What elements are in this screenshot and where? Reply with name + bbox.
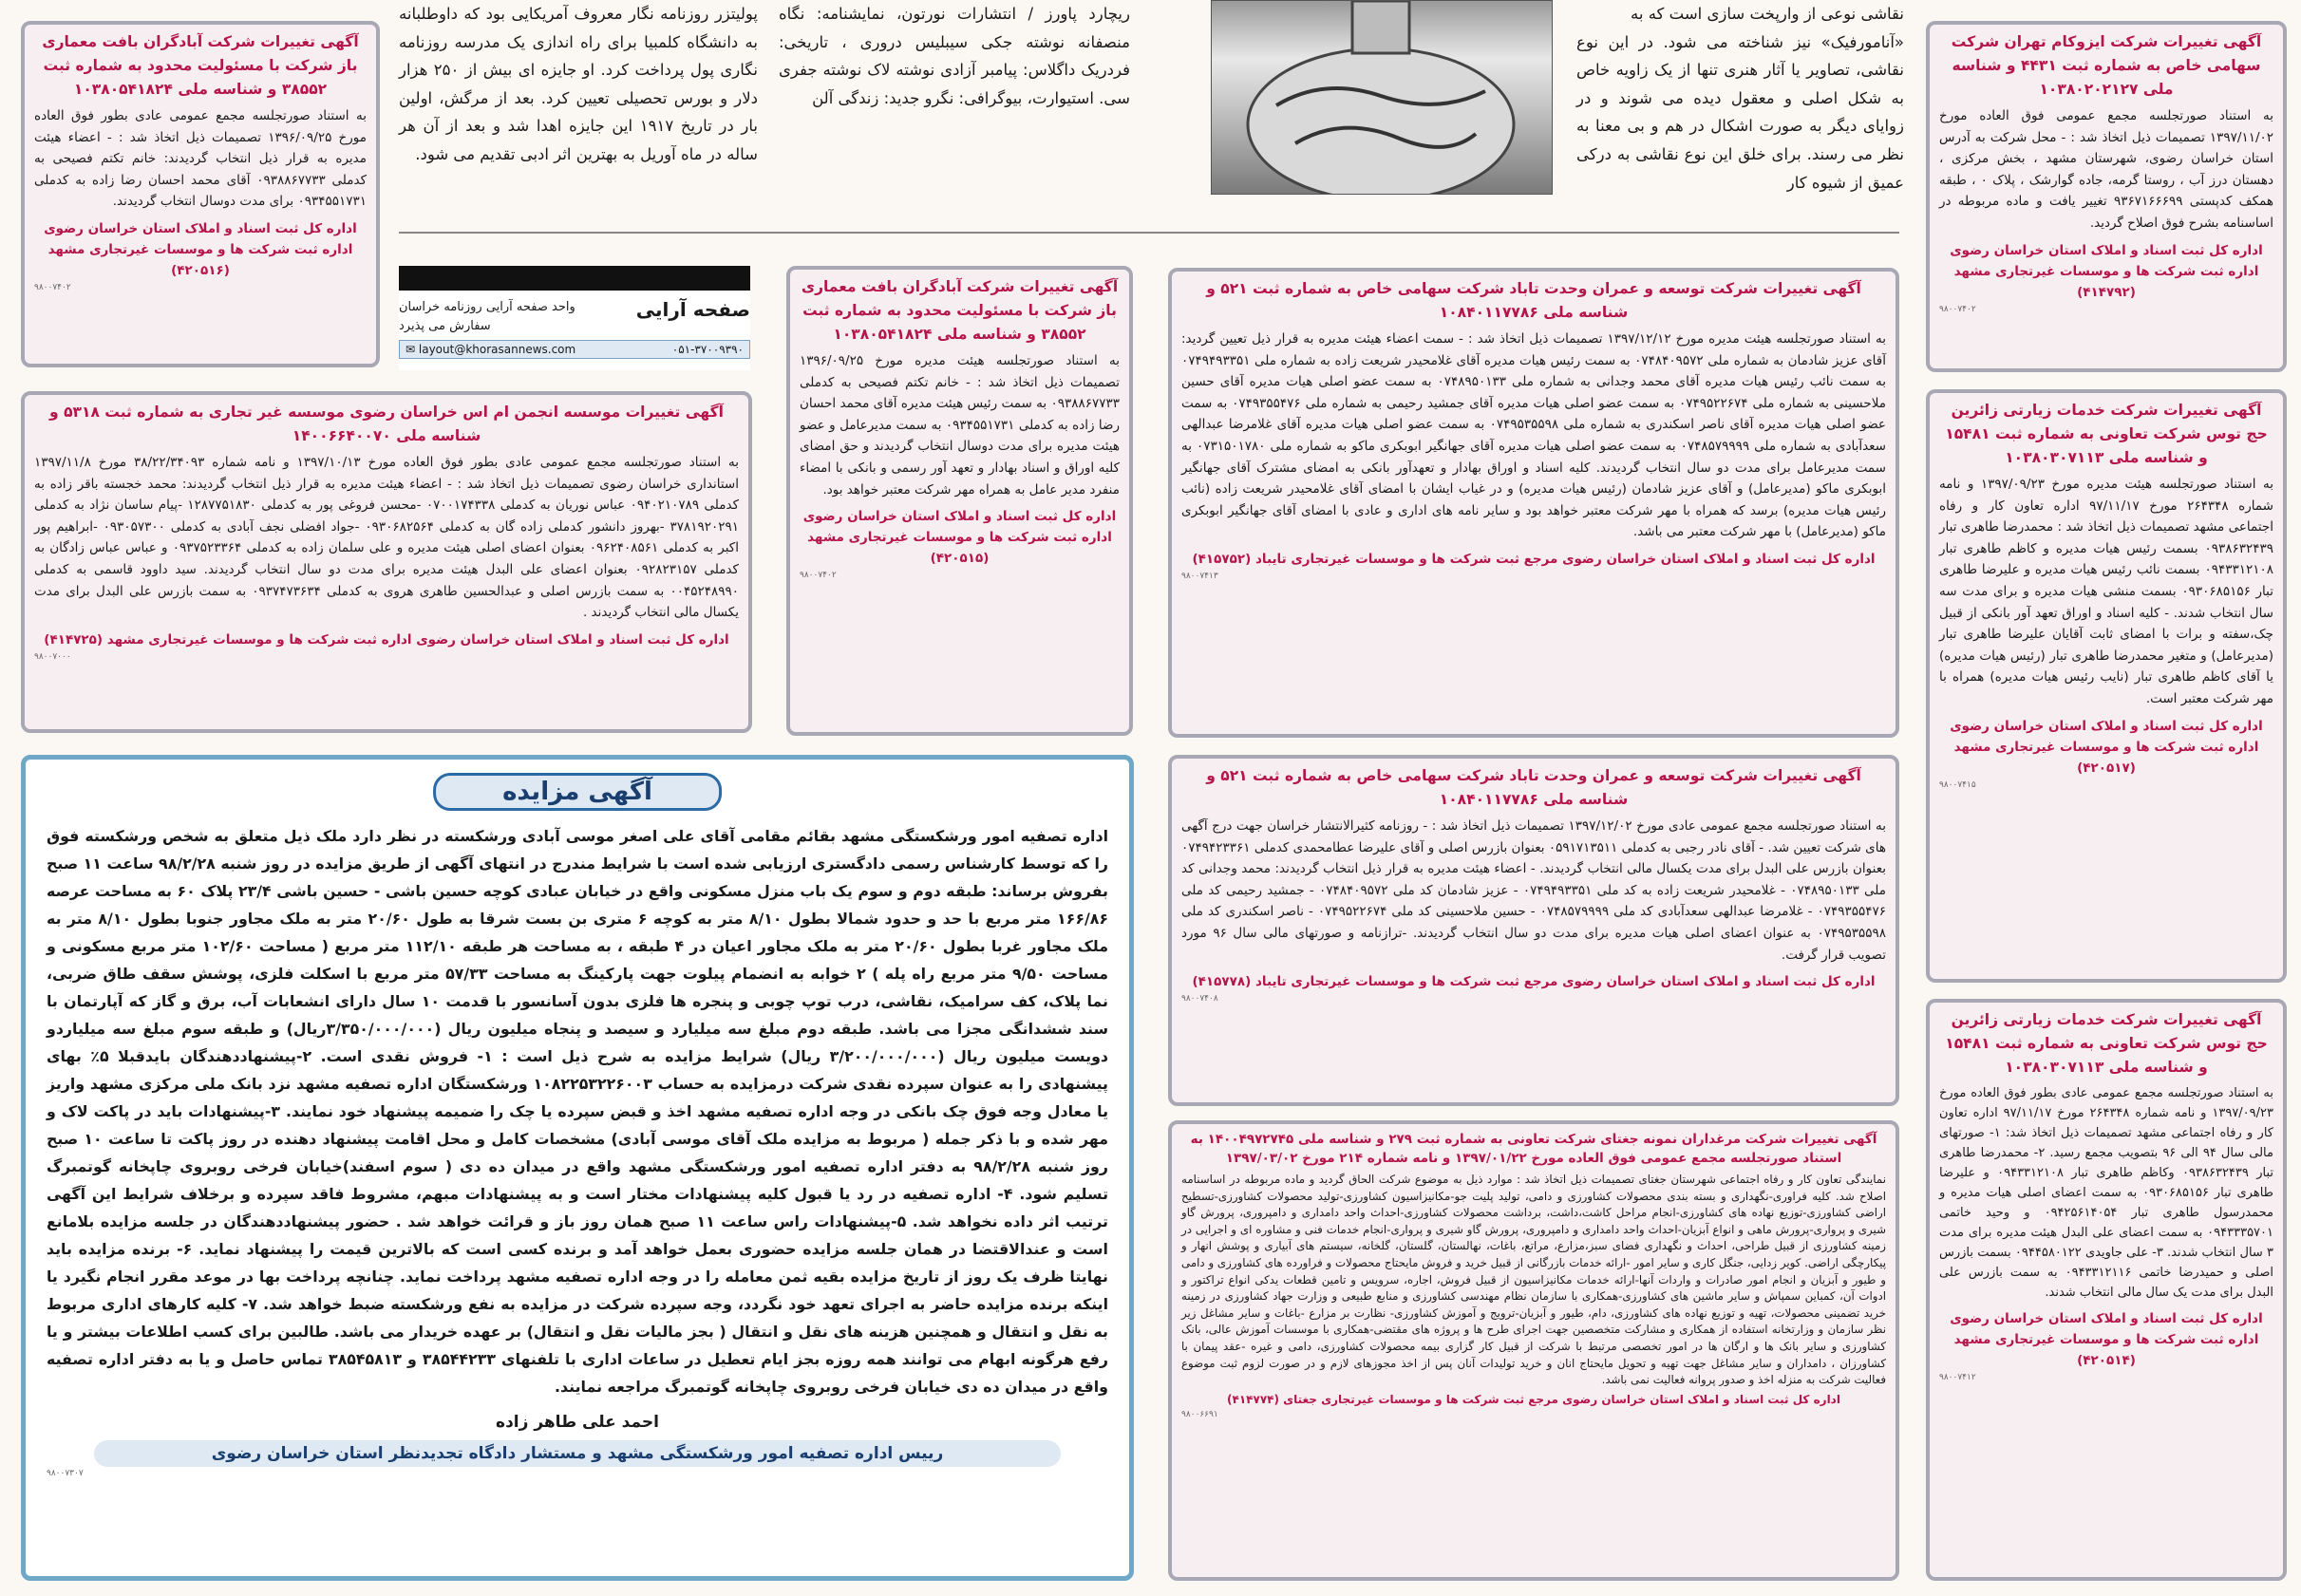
ad-abadgaran-2 <box>786 266 1133 736</box>
article-column-anamorphic <box>1576 0 1904 218</box>
article-photo <box>1211 0 1553 195</box>
auction-title: آگهی مزایده <box>433 773 722 811</box>
ad-title: آگهی تغییرات شرکت آبادگران بافت معماری باز شرکت با مسئولیت محدود به شماره ثبت ۳۸۵۵۲ و شناسه ملی ۱۰۳۸۰۵۴۱۸۲۴ <box>42 33 359 98</box>
ad-title: آگهی تغییرات شرکت خدمات زیارتی زائرین حج توس شرکت تعاونی به شماره ثبت ۱۵۴۸۱ و شناسه ملی ۱۰۳۸۰۳۰۷۱۱۳ <box>1945 1011 2268 1076</box>
mail-icon: ✉ <box>406 343 419 356</box>
auction-signer-name: احمد علی طاهر زاده <box>496 1413 659 1432</box>
ad-body: به استناد صورتجلسه مجمع عمومی عادی بطور فوق العاده مورخ ۱۳۹۷/۰۹/۲۳ و نامه شماره ۲۶۴۳۴۸ مورخ ۹۷/۱۱/۱۷ اداره تعاون کار و رفاه اجتماعی مشهد تصمیمات ذیل اتخاذ شد: ۱- صورتهای مالی سال ۹۴ الی ۹۶ بتصویب مجمع رسید. ۲- محمدرضا طاهری تبار ۰۹۳۸۶۳۲۴۳۹ وکاظم طاهری تبار ۰۹۴۳۳۱۲۱۰۸ و علیرضا طاهری تبار ۰۹۳۰۶۸۵۱۵۶ به سمت اعضای اصلی هیات مدیره و محمدرسول طاهری تبار ۰۹۴۲۵۶۱۴۰۵۴ و وحید خاتمی ۰۹۴۳۳۳۵۷۰۱ به سمت اعضای علی البدل هیئت مدیره برای مدت ۳ سال انتخاب شدند. ۳- علی جاویدی ۰۹۴۴۵۸۰۱۲۲ بسمت بازرس اصلی و حمیدرضا خاتمی ۰۹۴۳۳۱۲۱۱۶ به سمت بازرس علی البدل برای مدت یک سال مالی انتخاب شدند. <box>1939 1086 2274 1300</box>
ad-footer: اداره کل ثبت اسناد و املاک استان خراسان رضوی اداره ثبت شرکت ها و موسسات غیرتجاری مشهد (۴۲۰۵۱۷) <box>1950 718 2263 776</box>
layout-phone: ۰۵۱-۳۷۰۰۹۳۹۰ <box>671 343 744 356</box>
ad-body: به استناد صورتجلسه مجمع عمومی فوق العاده مورخ ۱۳۹۷/۱۱/۰۲ تصمیمات ذیل اتخاذ شد : - محل شرکت به آدرس استان خراسان رضوی، شهرستان مشهد ، بخش مرکزی ، دهستان درز آب ، روستا گرمه، جاده گوارشک ، پلاک ۰ ، طبقه همکف کدپستی ۹۳۶۷۱۶۶۶۹۹ تغییر یافت و ماده مربوطه در اساسنامه بشرح فوق اصلاح گردید. <box>1939 108 2274 231</box>
ad-footer: اداره کل ثبت اسناد و املاک استان خراسان رضوی اداره ثبت شرکت ها و موسسات غیرتجاری مشهد (۴۲۰۵۱۶) <box>44 220 357 278</box>
ad-code: ۹۸۰۰۷۴۰۲ <box>34 282 71 292</box>
layout-email[interactable]: layout@khorasannews.com <box>418 343 576 356</box>
layout-subtitle-2: سفارش می پذیرد <box>399 319 491 333</box>
auction-signer-role: رییس اداره تصفیه امور ورشکستگی مشهد و مستشار دادگاه تجدیدنظر استان خراسان رضوی <box>94 1440 1061 1467</box>
ad-footer: اداره کل ثبت اسناد و املاک استان خراسان رضوی مرجع ثبت شرکت ها و موسسات غیرتجاری تایباد (۴۱۵۷۷۸) <box>1192 974 1876 990</box>
ad-code: ۹۸۰۰۷۴۰۲ <box>800 571 837 581</box>
layout-header-bar <box>399 266 750 291</box>
ad-body: نمایندگی تعاون کار و رفاه اجتماعی شهرستان جغتای تصمیمات ذیل اتخاذ شد : موارد ذیل به موضوع شرکت الحاق گردید و ماده مربوطه در اساسنامه اصلاح شد. کلیه فراوری-نگهداری و بسته بندی محصولات کشاورزی و دامی، تولید پلیت جو-مکانیزاسیون کشاورزی-تولید محصولات کشاورزی-تسطیح اراضی کشاورزی-توزیع نهاده های کشاورزی-انجام مراحل کاشت،داشت، برداشت محصولات کشاورزی-احداث واحد دامداری و دامپروری، پرورش گاو شیری و پرواری-پرورش ماهی و انواع آبزیان-احداث واحد دامداری و دامپروری، پرورش گاو شیری و پرواری-انجام خدمات فنی و مشاوره ای و اجرایی در زمینه کشاورزی از قبیل طراحی، احداث و نگهداری فضای سبز،مزارع، مراتع، باغات، نهالستان، گلستان، گلخانه، سیستم های آبیاری و پوشش انهار و پیکارچگی اراضی. کویر زدایی، جنگل کاری و سایر امور -ارائه خدمات بازرگانی از قبیل خرید و فروش مایحتاج محصولات و فراورده های کشاورزی و دامی و طیور و آبزیان و انجام امور صادرات و واردات آنها-ارائه خدمات مکانیزاسیون از قبیل فروش، اجاره، سرویس و تامین قطعات یدکی انواع تراکتور و ادوات آن، کمباین سمپاش و سایر ماشین های کشاورزی-همکاری با سازمان نظام مهندسی کشاورزی و منابع طبیعی و وزارت جهاد کشاورزی در زمینه خرید تضمینی محصولات، تهیه و توزیع نهاده های کشاورزی، دام، طیور و آبزیان-ترویج و آموزش کشاورزی- نظارت بر مزارع -باغات و سایر مشاغل زیر نظر سازمان و وزارتخانه استفاده از همکاری و مشارکت متخصصین جهت اجرای طرح ها و پروژه های مقتضی-همکاری با موسسات آموزش عالی، بانک کشاورزی و سایر بانک ها و ارگان ها در امور تخصصی مرتبط با شرکت از قبیل کار گزاری بیمه محصولات کشاورزی، دامی و غیره -عقد پیمان با کشاورزان ، دامداران و سایر مشاغل جهت تهیه و تحویل مایحتاج انان و خرید تولیدات آنان پس از اخذ مجوزهای لازم و در صورت لزوم ثبت موضوع فعالیت شرکت به منزله اخذ و صدور پروانه فعالیت نمی باشد. <box>1181 1173 1886 1387</box>
ad-footer: اداره کل ثبت اسناد و املاک استان خراسان رضوی اداره ثبت شرکت ها و موسسات غیرتجاری مشهد (۴۱۴۷۲۵) <box>44 631 729 648</box>
ad-body: به استناد صورتجلسه مجمع عمومی عادی بطور فوق العاده مورخ ۱۳۹۷/۱۰/۱۳ و نامه شماره ۳۸/۲۲/۳۴۰۹۳ مورخ ۱۳۹۷/۱۱/۸ استانداری خراسان رضوی تصمیمات ذیل اتخاذ شد : - اعضاء هیئت مدیره به قرار ذیل انتخاب گردیدند: محمد خجسته باقر زاده به کدملی ۰۹۴۰۲۱۰۷۸۹ عباس نوریان به کدملی ۰۷۰۰۱۷۴۳۳۸ -محسن فروغی پور به کدملی ۱۲۸۷۷۵۱۸۳۰ -پیام ساسان نژاد به کدملی ۳۷۸۱۹۲۰۲۹۱ -بهروز دانشور کدملی زاده گان به کدملی ۰۹۳۰۶۸۲۵۶۴ -جواد افضلی نجف آبادی به کدملی ۰۹۳۰۵۷۳۰۰ -ابراهیم پور اکبر به کدملی ۰۹۶۲۴۰۸۵۶۱ بعنوان اعضای اصلی هیئت مدیره و علی سلمان زاده به کدملی ۰۹۳۷۵۲۳۳۶۴ و عباس عباس زادگان به کدملی ۰۹۲۸۲۳۱۵۷ بعنوان اعضای علی البدل هیئت مدیره برای مدت دو سال انتخاب گردیدند. سید داوود قاسمی به کدملی ۰۰۴۵۲۴۸۹۹۰ به سمت بازرس اصلی و عبدالحسین طاهری هروی به کدملی ۰۹۳۷۴۷۳۶۳۴ به سمت بازرس علی البدل برای مدت یکسال مالی انتخاب گردیدند . <box>34 455 739 621</box>
ad-hajj-tous-2 <box>1926 999 2287 1581</box>
ad-body: به استناد صورتجلسه هیئت مدیره مورخ ۱۳۹۷/۱۲/۱۲ تصمیمات ذیل اتخاذ شد : - سمت اعضاء هیئت مدیره به قرار ذیل تعیین گردید: آقای عزیز شادمان به شماره ملی ۰۷۴۸۴۰۹۵۷۲ به سمت رئیس هیات مدیره آقای غلامحیدر شریعت زاده به شماره ملی ۰۷۴۹۴۹۳۳۵۱ به سمت نائب رئیس هیات مدیره آقای محمد وجدانی به شماره ملی ۰۷۴۸۹۵۰۱۳۳ به سمت عضو اصلی هیات مدیره آقای حسین ملاحسینی به شماره ملی ۰۷۴۹۵۲۲۶۷۴ به سمت عضو اصلی هیات مدیره آقای جمشید رحیمی به شماره ملی ۰۷۴۹۳۵۵۴۷۶ به سمت عضو اصلی هیات مدیره آقای ناصر اسکندری به شماره ملی ۰۷۴۹۵۳۵۵۹۸ به سمت عضو اصلی هیات مدیره آقای غلامرضا عبدالهی سعدآبادی به شماره ملی ۰۷۴۸۵۷۹۹۹۹ به سمت عضو اصلی هیات مدیره آقای جهانگیر ابوبکری ماکو به شماره ملی ۰۷۳۱۵۰۱۷۸۰ به سمت مدیرعامل برای مدت دو سال انتخاب گردیدند. کلیه اسناد و اوراق بهادار و تعهدآور بانکی به امضای مشترک آقای جهانگیر ابوبکری ماکو (مدیرعامل) و آقای عزیز شادمان (رئیس هیات مدیره) و در غیاب ایشان با امضای آقای غلامحیدر شریعت زاده (نائب رئیس هیات مدیره) برسد که همراه با مهر شرکت معتبر خواهد بود و سایر نامه های اداری و عادی با امضای آقای جهانگیر ابوبکری ماکو (مدیرعامل) با مهر شرکت معتبر می باشد. <box>1181 331 1887 540</box>
ad-code: ۹۸۰۰۷۴۱۵ <box>1939 779 1976 790</box>
vase-illustration <box>1211 1 1552 195</box>
ad-title: آگهی تغییرات موسسه انجمن ام اس خراسان رضوی موسسه غیر تجاری به شماره ثبت ۵۳۱۸ و شناسه ملی ۱۴۰۰۶۶۴۰۰۷۰ <box>49 404 724 444</box>
ad-footer: اداره کل ثبت اسناد و املاک استان خراسان رضوی اداره ثبت شرکت ها و موسسات غیرتجاری مشهد (۴۲۰۵۱۵) <box>802 509 1117 567</box>
ad-joghatai-poultry <box>1168 1120 1899 1581</box>
ad-ms-society <box>21 391 752 733</box>
ad-title: آگهی تغییرات شرکت توسعه و عمران وحدت تاباد شرکت سهامی خاص به شماره ثبت ۵۲۱ و شناسه ملی ۱۰۸۴۰۱۱۷۷۸۶ <box>1206 280 1861 321</box>
layout-service-box <box>399 266 750 370</box>
auction-header <box>47 773 1108 815</box>
ad-code: ۹۸۰۰۷۴۱۲ <box>1939 1373 1976 1382</box>
ad-abadgaran-1 <box>21 21 380 367</box>
ad-title: آگهی تغییرات شرکت توسعه و عمران وحدت تاباد شرکت سهامی خاص به شماره ثبت ۵۲۱ و شناسه ملی ۱۰۸۴۰۱۱۷۷۸۶ <box>1206 767 1861 808</box>
ad-hajj-tous-1 <box>1926 389 2287 983</box>
ad-body: به استناد صورتجلسه هیئت مدیره مورخ ۱۳۹۷/۰۹/۲۳ و نامه شماره ۲۶۴۳۴۸ مورخ ۹۷/۱۱/۱۷ اداره تعاون کار و رفاه اجتماعی مشهد تصمیمات ذیل اتخاذ شد : محمدرضا طاهری تبار ۰۹۳۸۶۳۲۴۳۹ بسمت رئیس هیات مدیره و کاظم طاهری تبار ۰۹۴۳۳۱۲۱۰۸ بسمت نائب رئیس هیات مدیره و علیرضا طاهری تبار ۰۹۳۰۶۸۵۱۵۶ بسمت منشی هیات مدیره و برای مدت سه سال انتخاب شدند. - کلیه اسناد و اوراق تعهد آور بانکی از قبیل چک،سفته و برات با امضای ثابت آقایان علیرضا طاهری تبار (مدیرعامل) و متغیر محمدرضا طاهری تبار (رئیس هیات مدیره) یا آقای کاظم طاهری تبار (نایب رئیس هیات مدیره) همراه با مهر شرکت معتبر است. <box>1939 477 2273 706</box>
article-text: پولیتزر روزنامه نگار معروف آمریکایی بود که داوطلبانه به دانشگاه کلمبیا برای راه اندازی یک مدرسه روزنامه نگاری پول پرداخت کرد. او جایزه ای بیش از ۲۵۰ هزار دلار و بورس تحصیلی تعیین کرد. بعد از مرگش، اولین بار در تاریخ ۱۹۱۷ این جایزه اهدا شد و بعد از آن هر ساله در ماه آوریل به بهترین اثر ادبی تقدیم می شود. <box>399 5 758 163</box>
ad-footer: اداره کل ثبت اسناد و املاک استان خراسان رضوی مرجع ثبت شرکت ها و موسسات غیرتجاری جغتای (۴۱۴۷۷۴) <box>1227 1392 1840 1406</box>
ad-title: آگهی تغییرات شرکت خدمات زیارتی زائرین حج توس شرکت تعاونی به شماره ثبت ۱۵۴۸۱ و شناسه ملی ۱۰۳۸۰۳۰۷۱۱۳ <box>1945 402 2268 466</box>
article-text: ریچارد پاورز / انتشارات نورتون، نمایشنامه: نگاه منصفانه نوشته جکی سیبلیس دروری ، تاریخی: فردریک داگلاس: پیامبر آزادی نوشته لاک نوشته جفری سی. استیوارت، بیوگرافی: نگرو جدید: زندگی آلن <box>779 5 1130 107</box>
ad-footer: اداره کل ثبت اسناد و املاک استان خراسان رضوی اداره ثبت شرکت ها و موسسات غیرتجاری مشهد (۴۲۰۵۱۴) <box>1950 1311 2263 1368</box>
ad-vahdat-taybad-1 <box>1168 268 1899 738</box>
article-text: «آنامورفیک» نیز شناخته می شود. در این نوع نقاشی، تصاویر یا آثار هنری تنها از یک زاویه خاص به شکل اصلی و معقول دیده می شوند و در زوایای دیگر به صورت اشکال در هم و بی معنا به نظر می رسند. برای خلق این نوع نقاشی به درکی عمیق از شیوه کار <box>1576 32 1904 192</box>
ad-vahdat-taybad-2 <box>1168 755 1899 1106</box>
ad-body: به استناد صورتجلسه هیئت مدیره مورخ ۱۳۹۶/۰۹/۲۵ تصمیمات ذیل اتخاذ شد : - خانم تکتم فصیحی به کدملی ۰۹۳۸۸۶۷۷۳۳ به سمت رئیس هیئت مدیره آقای محمد احسان رضا زاده به کدملی ۰۹۳۴۵۵۱۷۳۱ به سمت مدیرعامل و عضو هیئت مدیره برای مدت دوسال انتخاب گردیدند و حق امضای کلیه اوراق و اسناد بهادار و تعهد آور رسمی و بانکی با امضاء منفرد مدیر عامل به همراه مهر شرکت معتبر خواهد بود. <box>800 353 1121 498</box>
article-text-top: نقاشی نوعی از وارپخت سازی است که به <box>1631 5 1904 23</box>
auction-body: اداره تصفیه امور ورشکستگی مشهد بقائم مقامی آقای علی اصغر موسی آبادی ورشکسته در نظر دارد ملک ذیل متعلق به شخص ورشکسته فوق را که توسط کارشناس رسمی دادگستری ارزیابی شده است با شرایط مندرج در انتهای آگهی از طریق مزایده در روز شنبه ۹۸/۲/۲۸ ساعت ۱۱ صبح بفروش برساند: طبقه دوم و سوم یک باب منزل مسکونی واقع در خیابان عبادی کوچه حسین باشی - حسین باشی ۲۳/۴ پلاک ۶۰ به مساحت عرصه ۱۶۶/۸۶ متر مربع با حد و حدود شمالا بطول ۸/۱۰ متر به کوچه ۶ متری بن بست شرقا به طول ۲۰/۶۰ متر به ملک مجاور جنوبا بطول ۸/۱۰ متر به ملک مجاور غربا بطول ۲۰/۶۰ متر به ملک مجاور اعیان در ۴ طبقه ، به مساحت هر طبقه ۱۱۲/۱۰ متر مربع ( مساحت ۱۰۲/۶۰ متر مربع مسکونی و مساحت ۹/۵۰ متر مربع راه پله ) ۲ خوابه به انضمام پیلوت جهت پارکینگ به مساحت ۵۷/۳۳ متر مربع با اسکلت فلزی، پوشش سقف طاق ضربی، نما پلاک، کف سرامیک، نقاشی، درب توپ چوبی و پنجره ها فلزی بدون آسانسور با قدمت ۱۰ سال دارای انشعابات آب، برق و گاز که آپارتمان با سند ششدانگی مجزا می باشد. طبقه دوم مبلغ سه میلیارد و سیصد و پنجاه میلیون ریال (۳/۳۵۰/۰۰۰/۰۰۰ریال) و طبقه سوم مبلغ سه میلیاردو دویست میلیون ریال (۳/۲۰۰/۰۰۰/۰۰۰ ریال) شرایط مزایده به شرح ذیل است : ۱- فروش نقدی است. ۲-پیشنهاددهندگان بایدقبلا ۵٪ بهای پیشنهادی را به عنوان سپرده نقدی شرکت درمزایده به حساب ۱۰۸۲۲۵۳۲۲۶۰۰۳ ورشکستگان اداره تصفیه مشهد نزد بانک ملی مرکزی مشهد واریز یا معادل وجه فوق چک بانکی در وجه اداره تصفیه مشهد اخذ و قبض سپرده یا چک را ضمیمه پیشنهاد خود نمایند. ۳-پیشنهادات باید در پاکت لاک و مهر شده و با ذکر جمله ( مربوط به مزایده ملک آقای موسی آبادی) مشخصات کامل و محل اقامت پیشنهاد دهنده در روز پاکت تا ساعت ۱۰ صبح روز شنبه ۹۸/۲/۲۸ به دفتر اداره تصفیه امور ورشکستگی مشهد واقع در میدان ده دی ( سوم اسفند)خیابان فرخی روبروی چاپخانه گوتمبرگ تسلیم شود. ۴- اداره تصفیه در رد یا قبول کلیه پیشنهادات مختار است و به پیشنهادات مبهم، مشروط فاقد سپرده و برخلاف شرایط این آگهی ترتیب اثر داده نخواهد شد. ۵-پیشنهادات راس ساعت ۱۱ صبح همان روز باز و قرائت خواهد شد . حضور پیشنهاددهندگان در جلسه مزایده بلامانع است و عندالاقتضا در همان جلسه مزایده حضوری بعمل خواهد آمد و برنده کسی است که بالاترین قیمت را پیشنهاد نماید. ۶- برنده مزایده باید نهایتا ظرف یک روز از تاریخ مزایده بقیه ثمن معامله را در وجه اداره تصفیه مشهد پرداخت نماید. چنانچه پرداخت بها در موعد مقرر انجام نگیرد یا اینکه برنده مزایده حاضر به اجرای تعهد خود نگردد، وجه سپرده شرکت در مزایده به نفع ورشکسته ضبط خواهد شد. ۷- کلیه کارهای اداری مربوط به نقل و انتقال و همچنین هزینه های نقل و انتقال ( بجز مالیات نقل و انتقال) بر عهده خریدار می باشد. طالبین برای کسب اطلاعات بیشتر و یا رفع هرگونه ابهام می توانند همه روزه بجز ایام تعطیل در ساعات اداری با تلفنهای ۳۸۵۴۴۲۳۳ و ۳۸۵۴۵۸۱۳ تماس حاصل و یا به دفتر اداره تصفیه واقع در میدان ده دی خیابان فرخی روبروی چاپخانه گوتمبرگ مراجعه نمایند. <box>47 827 1109 1396</box>
ad-code: ۹۸۰۰۷۰۰۰ <box>34 651 71 662</box>
layout-contact-bar <box>399 340 750 359</box>
ad-code: ۹۸۰۰۷۴۰۲ <box>1939 304 1976 314</box>
ad-isocam <box>1926 21 2287 372</box>
ad-title: آگهی تغییرات شرکت مرغداران نمونه جغتای شرکت تعاونی به شماره ثبت ۲۷۹ و شناسه ملی ۱۴۰۰۴۹۷۲۷۴۵ به استناد صورتجلسه مجمع عمومی فوق العاده مورخ ۱۳۹۷/۰۱/۲۲ و نامه شماره ۲۱۴ مورخ ۱۳۹۷/۰۳/۰۲ <box>1190 1132 1877 1166</box>
ad-body: به استناد صورتجلسه مجمع عمومی عادی بطور فوق العاده مورخ ۱۳۹۶/۰۹/۲۵ تصمیمات ذیل اتخاذ شد : - اعضاء هیئت مدیره به قرار ذیل انتخاب گردیدند: خانم تکتم فصیحی به کدملی ۰۹۳۸۸۶۷۷۳۳ آقای محمد احسان رضا زاده به کدملی ۰۹۳۴۵۵۱۷۳۱ برای مدت دوسال انتخاب گردیدند. <box>34 108 367 210</box>
ad-title: آگهی تغییرات شرکت آبادگران بافت معماری باز شرکت با مسئولیت محدود به شماره ثبت ۳۸۵۵۲ و شناسه ملی ۱۰۳۸۰۵۴۱۸۲۴ <box>801 278 1119 343</box>
ad-title: آگهی تغییرات شرکت ایزوکام تهران شرکت سهامی خاص به شماره ثبت ۴۴۳۱ و شناسه ملی ۱۰۳۸۰۲۰۲۱۲۷ <box>1951 33 2262 98</box>
auction-code: ۹۸۰۰۷۳۰۷ <box>47 1469 84 1478</box>
article-column-pulitzer <box>399 0 758 209</box>
auction-notice <box>21 755 1134 1581</box>
ad-code: ۹۸۰۰۷۴۱۳ <box>1181 571 1218 581</box>
ad-code: ۹۸۰۰۶۶۹۱ <box>1181 1409 1218 1419</box>
layout-title: صفحه آرایی <box>635 298 750 321</box>
layout-subtitle: واحد صفحه آرایی روزنامه خراسان <box>399 300 575 314</box>
ad-code: ۹۸۰۰۷۴۰۸ <box>1181 994 1218 1005</box>
article-column-awards <box>779 0 1130 209</box>
ad-footer: اداره کل ثبت اسناد و املاک استان خراسان رضوی مرجع ثبت شرکت ها و موسسات غیرتجاری تایباد (۴۱۵۷۵۲) <box>1192 551 1876 567</box>
separator-line <box>399 232 1899 234</box>
ad-footer: اداره کل ثبت اسناد و املاک استان خراسان رضوی اداره ثبت شرکت ها و موسسات غیرتجاری مشهد (۴۱۴۷۹۲) <box>1950 242 2263 300</box>
ad-body: به استناد صورتجلسه مجمع عمومی عادی مورخ ۱۳۹۷/۱۲/۰۲ تصمیمات ذیل اتخاذ شد : - روزنامه کثیرالانتشار خراسان جهت درج آگهی های شرکت تعیین شد. - آقای نادر رجبی به کدملی ۰۵۹۱۷۱۳۵۱۱ بعنوان بازرس اصلی و آقای علیرضا عطامحمدی کدملی ۰۷۴۹۴۲۳۳۶۱ بعنوان بازرس علی البدل برای مدت یکسال مالی انتخاب گردیدند. - اعضاء هیئت مدیره به قرار ذیل انتخاب گردیدند: محمد وجدانی کد ملی ۰۷۴۸۹۵۰۱۳۳ - غلامحیدر شریعت زاده به کد ملی ۰۷۴۹۴۹۳۳۵۱ - عزیز شادمان کد ملی ۰۷۴۸۴۰۹۵۷۲ - جمشید رحیمی کد ملی ۰۷۴۹۳۵۵۴۷۶ - غلامرضا عبدالهی سعدآبادی کد ملی ۰۷۴۸۵۷۹۹۹۹ - حسین ملاحسینی کد ملی ۰۷۴۹۵۲۲۶۷۴ - ناصر اسکندری کد ملی ۰۷۴۹۵۳۵۵۹۸ به عنوان اعضای اصلی هیات مدیره برای مدت دو سال انتخاب گردیدند. -ترازنامه و صورتهای مالی سال ۹۶ مورد تصویب قرار گرفت. <box>1181 818 1887 963</box>
